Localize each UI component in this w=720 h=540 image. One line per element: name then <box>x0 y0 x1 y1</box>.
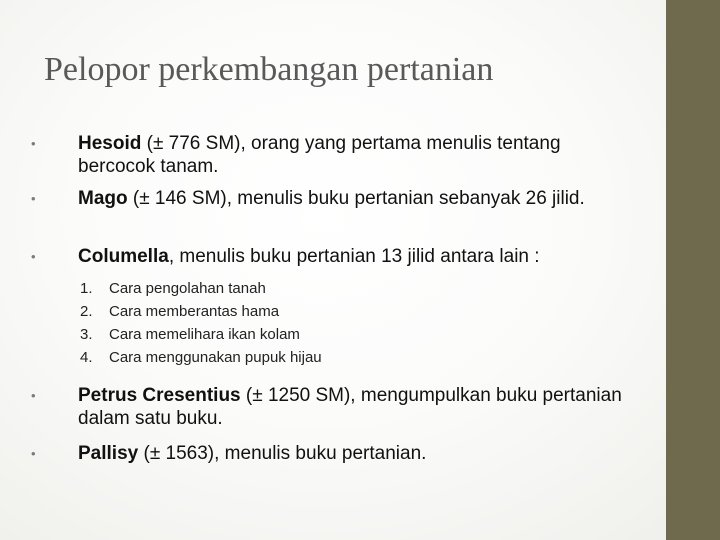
bullet-text: (± 146 SM), menulis buku pertanian sebanyak 26 jilid. <box>127 188 585 209</box>
slide-title: Pelopor perkembangan pertanian <box>44 51 494 88</box>
bullet-dot: • <box>31 191 36 206</box>
bullet-name: Columella <box>78 246 169 267</box>
sub-item-number: 1. <box>80 280 93 297</box>
numbered-sub-list <box>80 277 520 369</box>
bullet-text: (± 1563), menulis buku pertanian. <box>138 443 427 464</box>
sub-item-text: Cara memelihara ikan kolam <box>109 326 300 343</box>
side-accent-band <box>666 0 720 540</box>
bullet-item-hesoid <box>31 132 638 178</box>
sub-list-item <box>80 346 520 369</box>
bullet-item-columella <box>31 245 638 268</box>
bullet-item-mago <box>31 187 638 210</box>
sub-list-item <box>80 323 520 346</box>
bullet-name: Pallisy <box>78 443 139 464</box>
bullet-text: (± 1250 SM), mengumpulkan buku pertanian dalam satu buku. <box>78 385 622 429</box>
bullet-text: , menulis buku pertanian 13 jilid antara lain : <box>168 246 540 267</box>
sub-item-number: 3. <box>80 326 93 343</box>
sub-item-text: Cara menggunakan pupuk hijau <box>109 349 322 366</box>
bullet-name: Hesoid <box>78 133 142 154</box>
bullet-dot: • <box>31 136 36 151</box>
sub-item-text: Cara memberantas hama <box>109 303 280 320</box>
sub-list-item <box>80 277 520 300</box>
bullet-text: (± 776 SM), orang yang pertama menulis tentang bercocok tanam. <box>78 133 561 177</box>
bullet-item-pallisy <box>31 442 638 465</box>
sub-item-text: Cara pengolahan tanah <box>109 280 266 297</box>
bullet-name: Mago <box>78 188 128 209</box>
bullet-dot: • <box>31 249 36 264</box>
bullet-item-petrus-cresentius <box>31 384 638 430</box>
bullet-dot: • <box>31 446 36 461</box>
sub-list-item <box>80 300 520 323</box>
sub-item-number: 4. <box>80 349 93 366</box>
bullet-dot: • <box>31 388 36 403</box>
bullet-name: Petrus Cresentius <box>78 385 241 406</box>
sub-item-number: 2. <box>80 303 93 320</box>
